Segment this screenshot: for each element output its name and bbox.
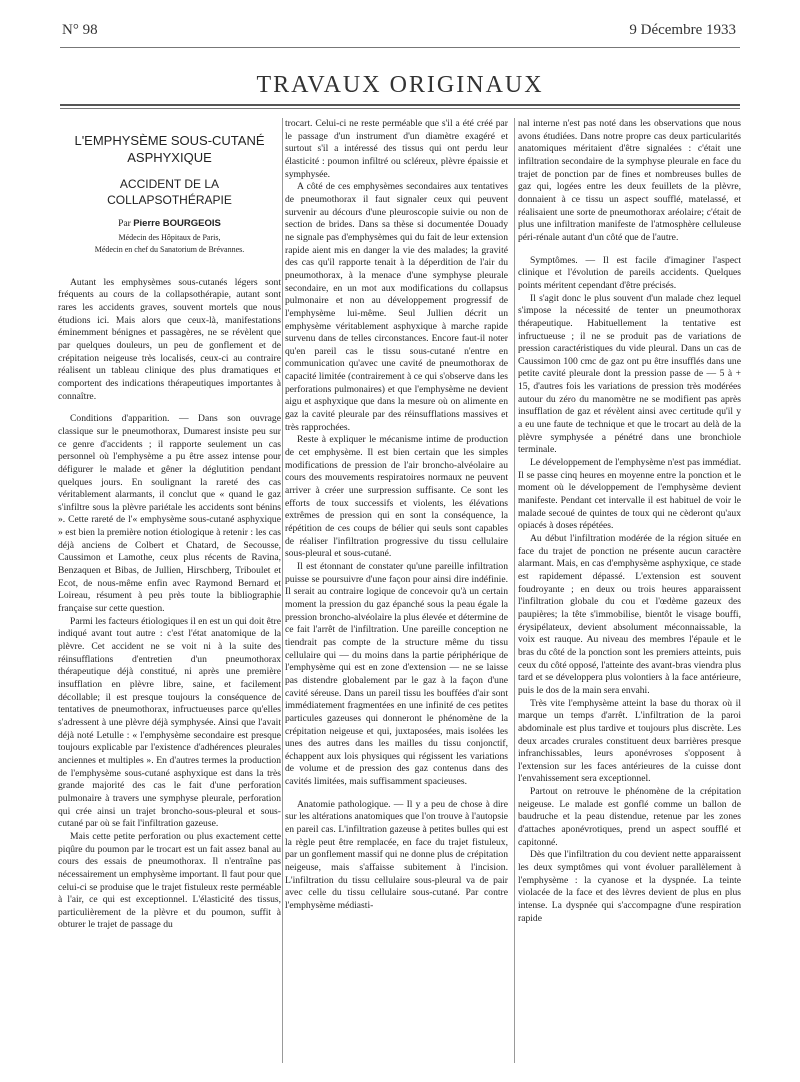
paragraph: Autant les emphysèmes sous-cutanés légers sont fréquents au cours de la collapsothérapie, autant sont rares les accidents graves, souvent mortels que nous étudions ici. Mais alors que ceux-là, manifestations éminemment bénignes et passagères, ne se révèlent que par quelques douleurs, un peu de gonflement et de crépitation neigeuse très localisés, ceux-ci au contraire réalisent un tableau clinique des plus dramatiques et comportent des indications thérapeutiques importantes à connaître. xyxy=(58,276,281,402)
header-rule xyxy=(60,47,740,48)
author-affiliation: Médecin des Hôpitaux de Paris, xyxy=(118,232,221,242)
paragraph: Partout on retrouve le phénomène de la crépitation neigeuse. Le malade est gonflé comme un ballon de baudruche et la peau distendue, retenue par les zones d'attaches aponévrotiques, prend un aspect soufflé et capitonné. xyxy=(518,786,741,848)
paragraph: Mais cette petite perforation ou plus exactement cette piqûre du poumon par le trocart est un fait assez banal au cours des essais de pneumothorax. Il n'entraîne pas nécessairement un emphysème important. Il faut pour que celui-ci se produise que le trajet fistuleux reste perméable à l'air, ce qui est exceptionnel. L'élasticité des tissus, particulièrement de la plèvre et du poumon, suffit à obturer le trajet de passage du xyxy=(58,830,281,931)
author-affiliation: Médecin en chef du Sanatorium de Brévannes. xyxy=(94,244,245,254)
section-rule-thin xyxy=(60,108,740,109)
paragraph: Conditions d'apparition. — Dans son ouvrage classique sur le pneumothorax, Dumarest insiste peu sur ce genre d'accidents ; il rapporte seulement un cas personnel où l'emphysème a pu être assez intense pour défigurer le malade et gêner la déglutition pendant quelques jours. En soulignant la rareté des cas véritablement alarmants, il conclut que « quand le gaz s'infiltre sous la plèvre pariétale les accidents sont bénins ». Cette rareté de l'« emphysème sous-cutané asphyxique » est bien la première notion étiologique à retenir : les cas déjà anciens de Colbert et Chatard, de Secousse, Caussimon et Lamothe, ceux plus récents de Ravina, Benzaquen et Bibas, de Jullien, Hirschberg, Triboulet et Ecot, de nous-même enfin avec Raymond Bernard et Loireau, résument à peu près toute la bibliographie française sur cette question. xyxy=(58,413,281,615)
paragraph: Il est étonnant de constater qu'une pareille infiltration puisse se poursuivre d'une façon pour ainsi dire indéfinie. Il serait au contraire logique de concevoir qu'à un certain moment la pression du gaz épanché sous la peau égale la pression broncho-alvéolaire la plus élevée et détermine de ce fait l'arrêt de l'infiltration. Une pareille conception ne tiendrait pas compte de la structure même du tissu cellulaire qui — du moins dans la partie périphérique de l'emphysème qui est en zone d'extension — ne se laisse pas distendre globalement par le gaz à la façon d'une cavité séreuse. Dans un pareil tissu les bouffées d'air sont immédiatement fragmentées en une infinité de ces petites particules gazeuses qui donneront le phénomène de la crépitation neigeuse et qui, juxtaposées, mais isolées les unes des autres dans les mailles du tissu conjonctif, échappent aux lois physiques qui régissent les variations de volume et de pression des gaz contenus dans des cavités limitées, mais suffisamment spacieuses. xyxy=(285,560,508,788)
paragraph: Symptômes. — Il est facile d'imaginer l'aspect clinique et l'évolution de pareils accidents. Quelques points méritent cependant d'être précisés. xyxy=(518,254,741,291)
author-name: Pierre BOURGEOIS xyxy=(133,218,221,229)
article-subtitle: ACCIDENT DE LA COLLAPSOTHÉRAPIE xyxy=(107,177,232,207)
issue-number: N° 98 xyxy=(62,22,98,38)
section-title: TRAVAUX ORIGINAUX xyxy=(256,72,544,98)
column-3 xyxy=(518,118,741,925)
column-divider xyxy=(514,118,515,1063)
column-divider xyxy=(282,118,283,1063)
section-rule-thick xyxy=(60,104,740,106)
column-1 xyxy=(58,118,281,932)
paragraph: Dès que l'infiltration du cou devient nette apparaissent les deux symptômes qui vont évoluer parallèlement à l'emphysème : la cyanose et la dyspnée. La teinte violacée de la face et des lèvres devient de plus en plus intense. La dyspnée qui s'accompagne d'une respiration rapide xyxy=(518,849,741,924)
paragraph: Parmi les facteurs étiologiques il en est un qui doit être indiqué avant tout autre : c'est l'état anatomique de la plèvre. Cet accident ne se voit ni à la suite des réinsufflations d'entretien d'un pneumothorax thérapeutique déjà constitué, ni après une première insufflation en plèvre libre, saine, et facilement décollable; il est presque toujours la conséquence de tentatives de pneumothorax, infructueuses parce qu'elles s'adressent à une plèvre déjà symphysée. Ainsi que l'avait déjà noté Letulle : « l'emphysème secondaire est presque toujours explicable par l'existence d'adhérences pleurales anciennes et multiples ». En d'autres termes la production de l'emphysème sous-cutané asphyxique est dans la très grande majorité des cas le fait d'une perforation pulmonaire à travers une symphyse pleurale, perforation qui crée ainsi un trajet broncho-sous-pleural et sous-cutané par où se fait l'infiltration gazeuse. xyxy=(58,615,282,830)
article-title: L'EMPHYSÈME SOUS-CUTANÉ ASPHYXIQUE xyxy=(74,133,265,165)
author-prefix: Par xyxy=(118,219,131,229)
paragraph: trocart. Celui-ci ne reste perméable que s'il a été créé par le passage d'un instrument d'un diamètre exagéré et surtout s'il a intéressé des tissus qui ont perdu leur élasticité : poumon infiltré ou scléreux, plèvre épaissie et symphysée. xyxy=(285,118,508,180)
issue-date: 9 Décembre 1933 xyxy=(629,22,736,38)
author-line xyxy=(58,218,281,231)
paragraph: Au début l'infiltration modérée de la région située en face du trajet de ponction ne présente aucun caractère alarmant. Mais, en cas d'emphysème asphyxique, ce stade est rapidement dépassé. L'extension est souvent foudroyante ; en deux ou trois heures apparaissent l'infiltration globale du cou et l'œdème gazeux des paupières; la tête s'immobilise, bientôt le visage bouffi, érysipélateux, devient absolument méconnaissable, la voix est rauque. Au niveau des membres l'épaule et le bras du côté de la ponction sont les premiers atteints, puis ceux du côté opposé, l'atteinte des avant-bras viendra plus tard et se développera plus volontiers à la face antérieure, puis le dos de la main sera envahi. xyxy=(518,533,741,696)
column-2 xyxy=(285,118,508,913)
paragraph: Anatomie pathologique. — Il y a peu de chose à dire sur les altérations anatomiques que l'on trouve à l'autopsie en pareil cas. L'infiltration gazeuse à petites bulles qui est la règle peut être remplacée, en face du trajet fistuleux, par un gonflement massif qui ne donne plus de crépitation neigeuse, mais s'affaisse subitement à l'incision. L'infiltration du tissu cellulaire sous-pleural va de pair avec celle du tissu cellulaire sous-cutané. Par contre l'emphysème médiasti- xyxy=(285,798,508,912)
paragraph: Reste à expliquer le mécanisme intime de production de cet emphysème. Il est bien certain que les simples modifications de pression de l'air broncho-alvéolaire au cours des mouvements respiratoires normaux ne peuvent arriver à créer une surpression suffisante. Ce sont les efforts de toux successifs et violents, les élévations extrêmes de pression qui en sont la conséquence, la répétition de ces coups de bélier qui seuls sont capables de réaliser l'infiltration progressive du tissu cellulaire sous-pleural et sous-cutané. xyxy=(285,434,508,560)
paragraph: A côté de ces emphysèmes secondaires aux tentatives de pneumothorax il faut signaler ceux qui peuvent survenir au décours d'une pleuroscopie suivie ou non de section de brides. Dans sa thèse si documentée Douady ne signale pas d'emphysèmes qui du fait de leur extension rapide aient mis en danger la vie des malades; la gravité des cas qu'il rapporte tenait à la déperdition de l'air du pneumothorax, à la menace d'une symphyse pleurale secondaire, en un mot aux modifications du collapsus pulmonaire et non au développement progressif de l'emphysème lui-même. Seul Jullien décrit un emphysème véritablement asphyxique à marche rapide survenu dans de telles circonstances. Encore faut-il noter qu'en pareil cas le tissu sous-cutané n'entre en communication qu'avec une cavité de pneumothorax de capacité limitée (contrairement à ce qui s'observe dans les perforations pulmonaires) et que l'emphysème ne devient aigu et asphyxique que dans la mesure où on alimente en gaz la cavité pleurale par des réinsufflations massives et très rapprochées. xyxy=(285,181,508,433)
paragraph: Très vite l'emphysème atteint la base du thorax où il marque un temps d'arrêt. L'infiltration de la paroi abdominale est plus tardive et toujours plus discrète. Les deux arcades crurales constituent deux barrières presque infranchissables, leurs aponévroses s'opposent à l'extension sur les faces antérieures de la cuisse dont l'envahissement sera exceptionnel. xyxy=(518,697,741,785)
paragraph: nal interne n'est pas noté dans les observations que nous avons étudiées. Dans notre propre cas deux particularités anatomiques méritaient d'être signalées : c'était une infiltration secondaire de la symphyse pleurale en face du trajet de ponction par de fines et nombreuses bulles de gaz qui, logées entre les deux feuillets de la plèvre, donnaient à ce tissu un aspect soufflé, matelassé, et réalisaient une sorte de pneumothorax aréolaire; c'était de plus une infiltration manifeste de l'atmosphère celluleuse péri-rénale autant d'un côté que de l'autre. xyxy=(518,118,741,243)
paragraph: Il s'agit donc le plus souvent d'un malade chez lequel s'impose la nécessité de tenter un pneumothorax thérapeutique. Habituellement la tentative est infructueuse ; il ne se produit pas de variations de pression caractéristiques du vide pleural. Dans un cas de Caussimon 100 cmc de gaz ont pu être insufflés dans une petite cavité pleurale dont la pression passe de — 5 à + 15, d'autres fois les variations de pression très modérées autour du zéro du manomètre ne se modifient pas après insufflation de gaz et révèlent ainsi avec certitude qu'il y a eu une faute de technique et que le trocart au delà de la plèvre symphysée a pénétré dans une bronchiole terminale. xyxy=(518,292,741,456)
paragraph: Le développement de l'emphysème n'est pas immédiat. Il se passe cinq heures en moyenne entre la ponction et le moment où le développement de l'emphysème devient manifeste. Pendant cet intervalle il est habituel de voir le malade secoué de quintes de toux qui ne cèderont qu'aux opiacés à doses répétées. xyxy=(518,457,741,532)
